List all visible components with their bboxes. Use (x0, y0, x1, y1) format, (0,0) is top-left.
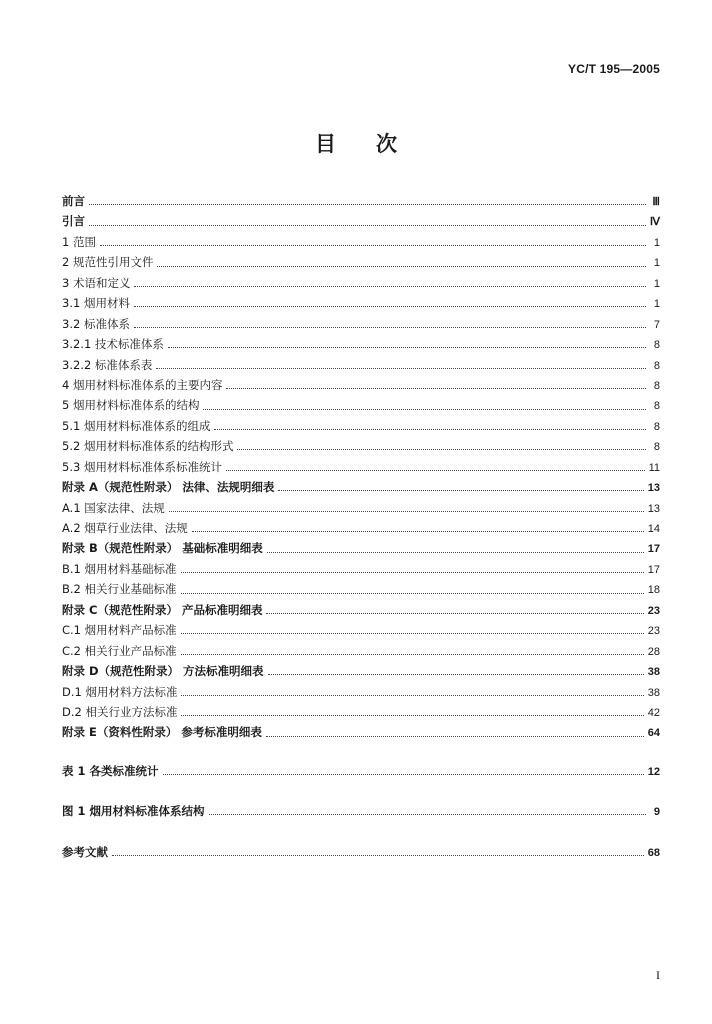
toc-entry-page: 1 (653, 277, 660, 290)
toc-entry-label: 附录 E（资料性附录） 参考标准明细表 (62, 725, 262, 740)
toc-entry[interactable] (62, 620, 660, 640)
dot-leader (268, 673, 644, 675)
toc-entry[interactable] (62, 518, 660, 538)
dot-leader (181, 694, 643, 696)
toc-entry-page: 42 (647, 706, 660, 719)
dot-leader (112, 854, 644, 856)
table-of-contents (62, 191, 660, 862)
dot-leader (214, 428, 646, 430)
toc-figures-section (62, 801, 660, 821)
page-number: I (656, 968, 660, 982)
toc-entry[interactable] (62, 436, 660, 456)
toc-entry[interactable] (62, 314, 660, 334)
dot-leader (203, 408, 646, 410)
toc-entry-label: 附录 A（规范性附录） 法律、法规明细表 (62, 480, 275, 495)
toc-entry[interactable] (62, 375, 660, 395)
dot-leader (226, 387, 646, 389)
dot-leader (266, 612, 643, 614)
toc-entry-page: 8 (653, 400, 660, 413)
dot-leader (181, 632, 644, 634)
toc-tables-section (62, 761, 660, 781)
dot-leader (209, 813, 646, 815)
dot-leader (100, 244, 646, 246)
toc-entry[interactable] (62, 191, 660, 211)
toc-main-section (62, 191, 660, 743)
toc-entry-label: 附录 B（规范性附录） 基础标准明细表 (62, 541, 263, 556)
dot-leader (156, 367, 646, 369)
toc-entry-page: 28 (647, 645, 660, 658)
toc-entry-page: 11 (648, 461, 660, 474)
toc-entry[interactable] (62, 232, 660, 252)
toc-entry-page: 12 (647, 765, 660, 778)
dot-leader (134, 326, 646, 328)
toc-entry-page: 13 (647, 482, 660, 495)
toc-entry[interactable] (62, 661, 660, 681)
toc-entry-page: 1 (653, 257, 660, 270)
toc-entry-label: 附录 C（规范性附录） 产品标准明细表 (62, 602, 263, 617)
toc-entry[interactable] (62, 722, 660, 742)
toc-entry-label: 3.2 标准体系 (62, 316, 130, 331)
toc-entry[interactable] (62, 334, 660, 354)
dot-leader (226, 469, 645, 471)
dot-leader (157, 265, 646, 267)
toc-entry[interactable] (62, 579, 660, 599)
toc-entry-page: 68 (647, 846, 660, 859)
toc-entry-page: 8 (653, 359, 660, 372)
toc-entry-label: 1 范围 (62, 234, 96, 249)
dot-leader (237, 448, 646, 450)
toc-entry-page: 14 (647, 523, 660, 535)
toc-entry-page: 38 (647, 686, 660, 699)
toc-entry-page: 13 (647, 502, 660, 515)
toc-entry[interactable] (62, 641, 660, 661)
toc-entry-label: 5.3 烟用材料标准体系标准统计 (62, 459, 222, 474)
toc-entry-label: D.2 相关行业方法标准 (62, 704, 178, 719)
toc-entry-label: 前言 (62, 194, 85, 208)
toc-entry[interactable] (62, 252, 660, 272)
dot-leader (192, 530, 644, 532)
toc-entry-page: 64 (647, 727, 660, 740)
toc-entry-label: 2 规范性引用文件 (62, 255, 154, 270)
toc-entry-page: 17 (647, 563, 660, 576)
toc-entry-label: 5.2 烟用材料标准体系的结构形式 (62, 439, 234, 454)
toc-entry[interactable] (62, 702, 660, 722)
toc-entry-label: C.1 烟用材料产品标准 (62, 623, 177, 638)
toc-entry-page: 9 (653, 806, 660, 819)
dot-leader (181, 653, 644, 655)
toc-entry-page: 8 (653, 420, 660, 433)
toc-entry[interactable] (62, 538, 660, 558)
toc-entry[interactable] (62, 457, 660, 477)
toc-entry-page: 1 (653, 236, 660, 249)
toc-entry-page: Ⅲ (652, 196, 660, 208)
dot-leader (181, 592, 644, 594)
toc-entry-label: 4 烟用材料标准体系的主要内容 (62, 377, 223, 392)
dot-leader (266, 735, 644, 737)
toc-entry-page: 7 (653, 318, 660, 331)
toc-entry-label: 附录 D（规范性附录） 方法标准明细表 (62, 664, 264, 679)
standard-code: YC/T 195—2005 (568, 62, 660, 76)
toc-entry-page: 38 (647, 666, 660, 679)
toc-entry-page: 23 (647, 625, 660, 638)
toc-entry-page: 23 (647, 604, 660, 617)
toc-entry-label: D.1 烟用材料方法标准 (62, 684, 178, 699)
toc-entry-page: 1 (653, 298, 660, 311)
toc-entry[interactable] (62, 761, 660, 781)
toc-entry[interactable] (62, 682, 660, 702)
page-title: 目次 (315, 132, 437, 156)
toc-entry[interactable] (62, 211, 660, 231)
toc-entry[interactable] (62, 559, 660, 579)
dot-leader (181, 714, 643, 716)
toc-entry-label: 参考文献 (62, 844, 108, 859)
toc-entry-label: 5.1 烟用材料标准体系的组成 (62, 418, 211, 433)
toc-entry[interactable] (62, 273, 660, 293)
toc-entry-label: A.2 烟草行业法律、法规 (62, 521, 188, 535)
toc-entry-page: 8 (653, 379, 660, 392)
dot-leader (89, 203, 646, 205)
toc-entry-label: B.2 相关行业基础标准 (62, 582, 177, 597)
toc-entry-label: 引言 (62, 214, 85, 229)
toc-entry[interactable] (62, 498, 660, 518)
toc-entry[interactable] (62, 842, 660, 862)
dot-leader (168, 346, 646, 348)
dot-leader (89, 224, 646, 226)
toc-references-section (62, 842, 660, 862)
toc-entry-page: Ⅳ (649, 216, 660, 229)
toc-entry[interactable] (62, 801, 660, 821)
dot-leader (134, 305, 646, 307)
toc-entry-page: 8 (653, 441, 660, 454)
toc-entry-label: 3.1 烟用材料 (62, 296, 130, 311)
toc-entry-label: 3 术语和定义 (62, 275, 131, 290)
toc-entry-label: B.1 烟用材料基础标准 (62, 561, 177, 576)
toc-entry[interactable] (62, 416, 660, 436)
toc-entry-label: 5 烟用材料标准体系的结构 (62, 398, 200, 413)
toc-entry-page: 18 (647, 584, 660, 597)
toc-entry[interactable] (62, 293, 660, 313)
toc-entry-label: 3.2.1 技术标准体系 (62, 337, 164, 352)
dot-leader (134, 285, 646, 287)
dot-leader (278, 489, 643, 491)
toc-entry[interactable] (62, 477, 660, 497)
dot-leader (169, 510, 644, 512)
toc-entry-label: A.1 国家法律、法规 (62, 500, 165, 515)
toc-entry[interactable] (62, 355, 660, 375)
toc-entry-label: C.2 相关行业产品标准 (62, 643, 177, 658)
toc-entry-label: 3.2.2 标准体系表 (62, 357, 153, 372)
dot-leader (163, 773, 644, 775)
toc-entry[interactable] (62, 600, 660, 620)
toc-entry-page: 17 (647, 543, 660, 556)
toc-entry-page: 8 (653, 339, 660, 352)
toc-entry-label: 图 1 烟用材料标准体系结构 (62, 804, 205, 819)
toc-entry-label: 表 1 各类标准统计 (62, 763, 159, 778)
toc-entry[interactable] (62, 395, 660, 415)
dot-leader (267, 551, 644, 553)
dot-leader (181, 571, 644, 573)
